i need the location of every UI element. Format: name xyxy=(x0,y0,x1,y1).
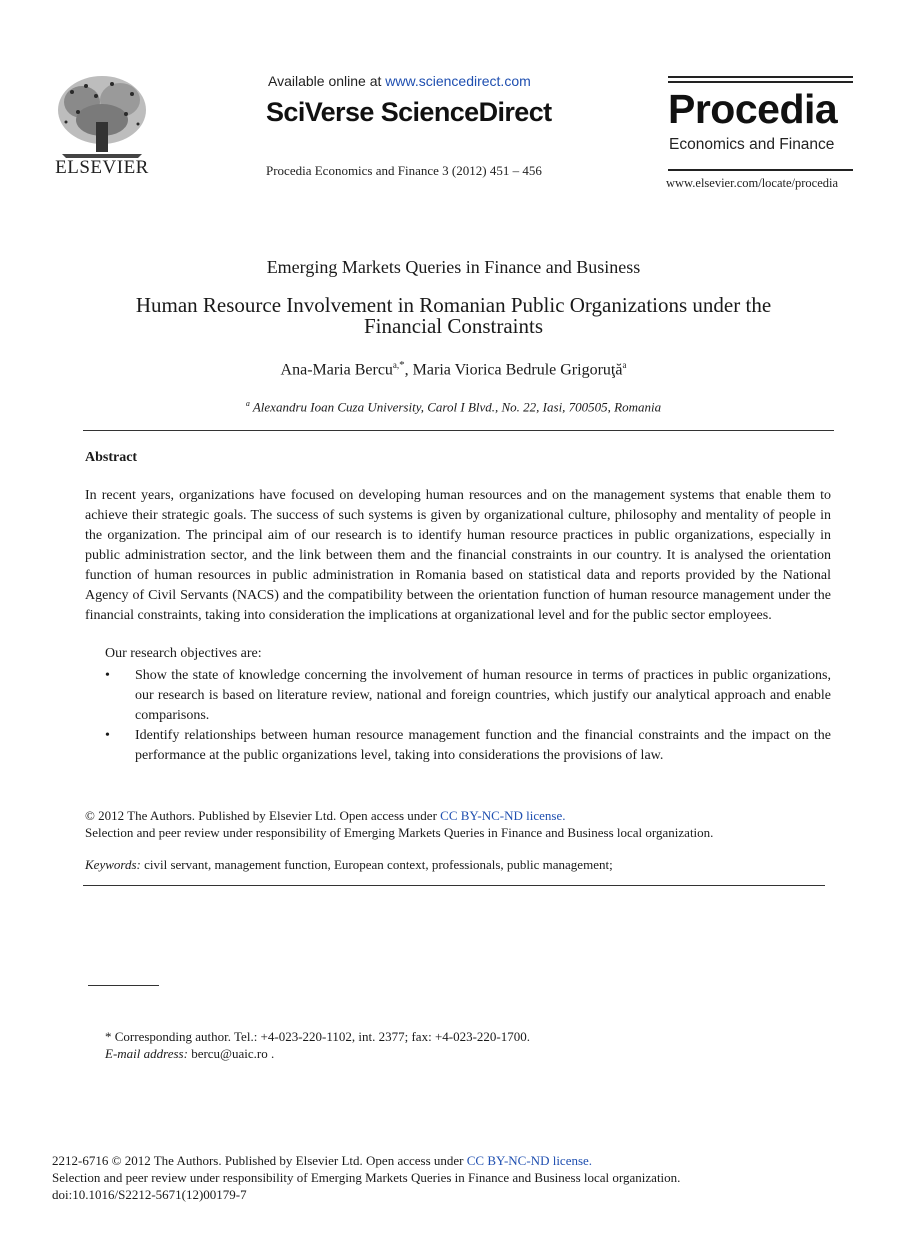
procedia-top-rules xyxy=(668,76,853,86)
copyright-prefix: © 2012 The Authors. Published by Elsevier Ltd. Open access under xyxy=(85,808,441,823)
footer-copyright xyxy=(52,1153,592,1169)
divider-top xyxy=(83,430,834,431)
abstract-body xyxy=(85,486,831,626)
footer-doi[interactable]: doi:10.1016/S2212-5671(12)00179-7 xyxy=(52,1187,247,1202)
journal-url[interactable]: www.elsevier.com/locate/procedia xyxy=(666,176,839,190)
author-separator: , xyxy=(404,361,413,379)
conference-name: Emerging Markets Queries in Finance and Business xyxy=(266,257,641,277)
bullet-text: Identify relationships between human resource management function and the financial constraints and the impact on the performance at the public organizations level, taking into considerations the provisions of law. xyxy=(135,728,831,763)
affiliation-text: Alexandru Ioan Cuza University, Carol I Blvd., No. 22, Iasi, 700505, Romania xyxy=(252,399,662,415)
keywords-line xyxy=(85,857,613,873)
author-1-affil: a, xyxy=(392,360,400,370)
copyright-line xyxy=(85,808,565,824)
email-value[interactable]: bercu@uaic.ro . xyxy=(187,1046,275,1061)
bullet-icon: • xyxy=(105,668,110,683)
keywords-text: civil servant, management function, European context, professionals, public management; xyxy=(140,857,613,872)
divider-bottom xyxy=(83,885,825,886)
title-line-1: Human Resource Involvement in Romanian Public Organizations under the xyxy=(135,293,772,317)
bullet-icon: • xyxy=(105,728,110,743)
list-item xyxy=(105,666,831,726)
available-online-line xyxy=(268,73,531,89)
affiliation-mark: a xyxy=(245,399,250,408)
email-note xyxy=(105,1046,274,1062)
footnote-rule xyxy=(88,985,159,986)
corresponding-mark: * xyxy=(399,359,405,371)
available-prefix: Available online at xyxy=(268,73,386,89)
keywords-label: Keywords: xyxy=(85,857,141,872)
author-2: Maria Viorica Bedrule Grigoruţă xyxy=(412,361,623,379)
corresponding-text: Corresponding author. Tel.: +4-023-220-1102, int. 2377; fax: +4-023-220-1700. xyxy=(111,1029,531,1044)
author-1: Ana-Maria Bercu xyxy=(280,361,393,379)
objectives-intro: Our research objectives are: xyxy=(105,646,262,661)
list-item xyxy=(105,726,831,766)
footer-peer-review: Selection and peer review under responsibility of Emerging Markets Queries in Finance and Business local organization. xyxy=(52,1170,681,1185)
affiliation xyxy=(0,399,907,415)
journal-subtitle: Economics and Finance xyxy=(669,136,835,153)
author-2-affil: a xyxy=(622,360,627,370)
abstract-paragraph: In recent years, organizations have focused on developing human resources and on the management systems that enable them to achieve their strategic goals. The success of such systems is given by organizational culture, philosophy and mentality of people in the organization. The principal aim of our research is to identify human resource practices in public organizations, especially in public administration sector, and the link between them and the financial constraints in our country. It is analysed the orientation function of human resources in public administration in Romania based on statistical data and reports provided by the National Agency of Civil Servants (NACS) and the compatibility between the orientation function of human resource management under the financial constraints, taking into consideration the implications at organizational level and for the public sector employees. xyxy=(85,488,831,623)
footer-copyright-prefix: 2212-6716 © 2012 The Authors. Published by Elsevier Ltd. Open access under xyxy=(52,1153,467,1168)
footnote-mark: * xyxy=(105,1029,112,1044)
publisher-name: ELSEVIER xyxy=(55,157,149,178)
article-title xyxy=(0,295,907,337)
email-label: E-mail address: xyxy=(105,1046,188,1061)
peer-review-line: Selection and peer review under responsibility of Emerging Markets Queries in Finance and Business local organization. xyxy=(85,825,714,840)
author-list xyxy=(0,359,907,379)
journal-brand: Procedia xyxy=(668,86,838,132)
platform-name: SciVerse ScienceDirect xyxy=(266,97,552,127)
sciencedirect-link[interactable]: www.sciencedirect.com xyxy=(385,73,531,89)
procedia-bottom-rule xyxy=(668,169,853,171)
title-line-2: Financial Constraints xyxy=(363,314,544,338)
abstract-heading: Abstract xyxy=(85,450,138,465)
bullet-text: Show the state of knowledge concerning the involvement of human resource in terms of practices in public organizations, our research is based on literature review, national and foreign countries, which justify our analytical approach and enable comparisons. xyxy=(135,668,831,723)
license-link[interactable]: CC BY-NC-ND license. xyxy=(440,808,566,823)
footer-license-link[interactable]: CC BY-NC-ND license. xyxy=(466,1153,593,1168)
corresponding-author-note xyxy=(105,1029,530,1045)
journal-citation: Procedia Economics and Finance 3 (2012) 451 – 456 xyxy=(266,163,542,178)
